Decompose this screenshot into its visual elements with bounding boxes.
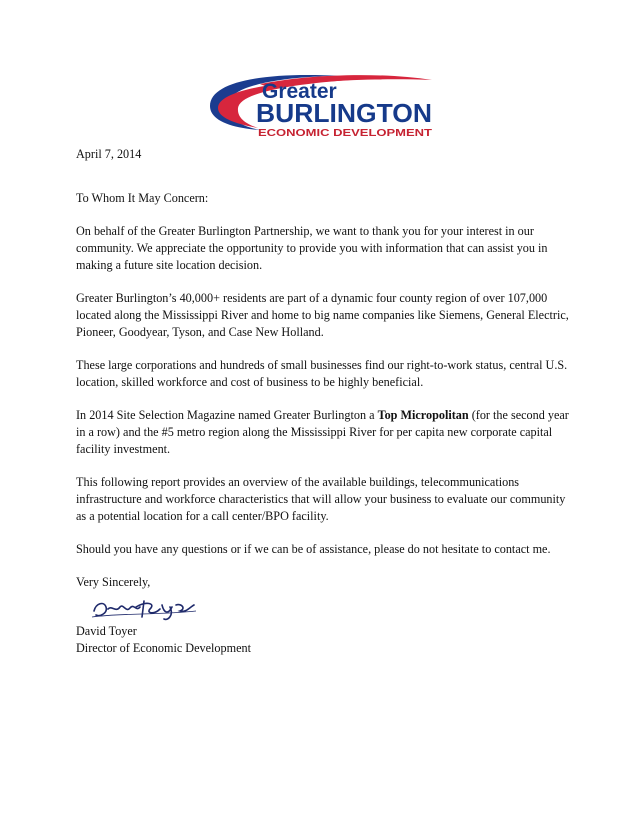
paragraph-5: This following report provides an overview of the available buildings, telecommunications infrastructure and workforce characteristics that will allow your business to evaluate our community as a potential location for a call center/BPO facility. xyxy=(76,475,566,523)
letter-date: April 7, 2014 xyxy=(76,147,142,161)
paragraph-4-start: In 2014 Site Selection Magazine named Greater Burlington a xyxy=(76,408,378,422)
paragraph-6: Should you have any questions or if we can be of assistance, please do not hesitate to contact me. xyxy=(76,542,551,556)
signature-block xyxy=(76,623,576,657)
paragraph-4-bold: Top Micropolitan xyxy=(377,408,469,422)
paragraph-4-end: (for the second year in a row) and the #5 metro region along the Mississippi River for per capita new corporate capital facility investment. xyxy=(76,408,569,456)
signature-image xyxy=(90,593,200,623)
letter-closing: Very Sincerely, xyxy=(76,575,151,589)
paragraph-2: Greater Burlington’s 40,000+ residents are part of a dynamic four county region of over 107,000 located along the Mississippi River and home to big name companies like Siemens, General Electric, Pioneer, Goodyear, Tyson, and Case New Holland. xyxy=(76,291,569,339)
paragraph-4 xyxy=(76,407,576,458)
signer-name: David Toyer xyxy=(76,624,137,638)
paragraph-1: On behalf of the Greater Burlington Partnership, we want to thank you for your interest in our community. We appreciate the opportunity to provide you with information that can assist you in making a future site location decision. xyxy=(76,224,548,272)
logo-graphic xyxy=(200,66,440,142)
logo-line3: ECONOMIC DEVELOPMENT xyxy=(258,128,432,139)
greater-burlington-logo xyxy=(200,66,440,142)
logo-line1: Greater xyxy=(262,80,337,103)
logo-line2: BURLINGTON xyxy=(256,98,432,128)
letter-salutation: To Whom It May Concern: xyxy=(76,191,209,205)
letter-body xyxy=(76,146,576,657)
signer-title: Director of Economic Development xyxy=(76,641,251,655)
paragraph-3: These large corporations and hundreds of small businesses find our right-to-work status, central U.S. location, skilled workforce and cost of business to be highly beneficial. xyxy=(76,358,568,389)
signature-stroke xyxy=(94,601,194,619)
